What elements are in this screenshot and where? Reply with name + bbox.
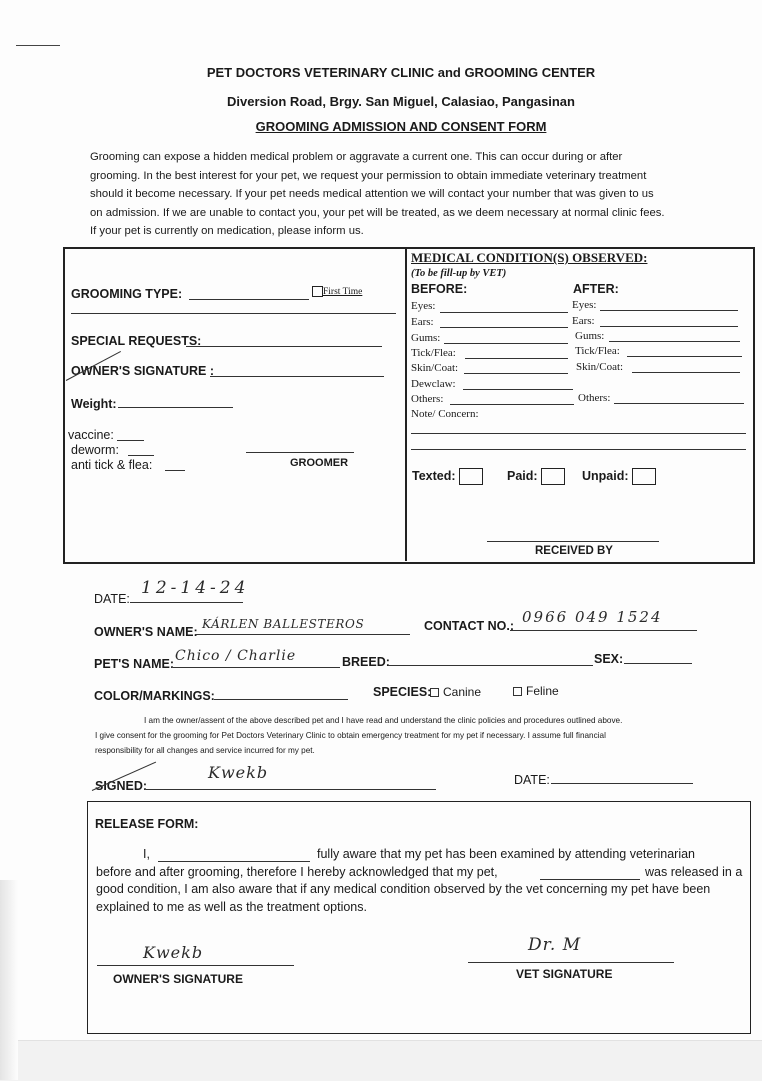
after-ears-field[interactable] — [600, 326, 738, 327]
before-dewclaw-label: Dewclaw: — [411, 378, 456, 390]
before-eyes-label: Eyes: — [411, 300, 436, 312]
before-ears-label: Ears: — [411, 316, 434, 328]
texted-text: Texted: — [412, 468, 456, 483]
after-gums-field[interactable] — [609, 341, 740, 342]
texted-label — [412, 468, 483, 485]
release-text: fully aware that my pet has been examined by attending veterinarian — [317, 847, 696, 861]
release-i: I, — [143, 847, 150, 861]
before-others-field[interactable] — [450, 404, 574, 405]
intro-line: should it become necessary. If your pet needs medical attention we will contact your number that was given to us — [90, 188, 654, 201]
release-box — [87, 801, 751, 1034]
species-label: SPECIES: — [373, 685, 432, 699]
consent-date-label: DATE: — [514, 773, 550, 787]
note-field-1[interactable] — [411, 433, 746, 434]
after-eyes-label: Eyes: — [572, 299, 597, 311]
after-ears-label: Ears: — [572, 315, 595, 327]
consent-line: I give consent for the grooming for Pet Doctors Veterinary Clinic to obtain emergency treatment for my pet if necessary. I assume full financial — [95, 731, 606, 740]
before-ears-field[interactable] — [440, 327, 568, 328]
after-gums-label: Gums: — [575, 330, 605, 342]
after-others-field[interactable] — [614, 403, 744, 404]
medical-title: MEDICAL CONDITION(S) OBSERVED: — [411, 250, 648, 265]
owners-signature-label: OWNER'S SIGNATURE : — [71, 364, 215, 378]
received-by-label: RECEIVED BY — [535, 545, 613, 557]
release-pet-field[interactable] — [540, 879, 640, 880]
deworm-label: deworm: — [71, 443, 119, 457]
date-label: DATE: — [94, 592, 130, 606]
after-eyes-field[interactable] — [600, 310, 738, 311]
texted-checkbox[interactable] — [459, 468, 483, 485]
canine-checkbox[interactable] — [430, 688, 439, 697]
release-text: was released in a — [645, 864, 743, 879]
anti-tick-label: anti tick & flea: — [71, 458, 153, 472]
after-others-label: Others: — [578, 392, 611, 404]
release-paragraph — [96, 846, 746, 916]
main-box-divider — [405, 248, 407, 561]
note-label: Note/ Concern: — [411, 408, 479, 420]
vaccine-label: vaccine: — [68, 428, 114, 442]
special-requests-label: SPECIAL REQUESTS: — [71, 334, 202, 348]
signed-value: Kwekb — [208, 763, 269, 782]
grooming-type-label: GROOMING TYPE: — [71, 287, 183, 301]
paid-label — [507, 468, 565, 485]
date-field[interactable] — [130, 602, 243, 603]
page-left-edge — [0, 880, 18, 1080]
pet-name-label: PET'S NAME: — [94, 657, 175, 671]
first-time-checkbox[interactable] — [312, 286, 323, 297]
note-field-2[interactable] — [411, 449, 746, 450]
feline-checkbox[interactable] — [513, 687, 522, 696]
before-skin-field[interactable] — [464, 373, 568, 374]
release-title: RELEASE FORM: — [95, 817, 199, 831]
contact-field[interactable] — [510, 630, 697, 631]
canine-option[interactable] — [430, 685, 481, 699]
sex-label: SEX: — [594, 652, 624, 666]
feline-label: Feline — [526, 684, 559, 698]
intro-line: Grooming can expose a hidden medical problem or aggravate a current one. This can occur during or after — [90, 151, 623, 163]
weight-field[interactable] — [118, 407, 233, 408]
signed-label: SIGNED: — [95, 779, 148, 793]
sex-field[interactable] — [624, 663, 692, 664]
vet-signature-line[interactable] — [468, 962, 674, 963]
anti-tick-field[interactable] — [165, 470, 185, 471]
after-skin-field[interactable] — [632, 372, 740, 373]
groomer-label: GROOMER — [290, 457, 349, 469]
intro-line: grooming. In the best interest for your pet, we request your permission to obtain immediate veterinary treatment — [90, 169, 647, 182]
vet-signature-value: Dr. M — [528, 935, 582, 955]
date-value: 12-14-24 — [141, 578, 250, 598]
grooming-type-field-2[interactable] — [71, 313, 396, 314]
release-name-field[interactable] — [158, 861, 310, 862]
pet-name-value: Chico / Charlie — [175, 648, 297, 664]
release-line-3: good condition, I am also aware that if any medical condition observed by the vet concerning my pet have been — [96, 882, 711, 896]
intro-paragraph — [90, 148, 710, 241]
before-tick-field[interactable] — [465, 358, 568, 359]
release-line-2 — [96, 864, 746, 882]
breed-field[interactable] — [388, 665, 593, 666]
before-others-label: Others: — [411, 393, 444, 405]
after-heading: AFTER: — [573, 282, 619, 296]
pet-name-field[interactable] — [173, 667, 340, 668]
unpaid-label — [582, 468, 656, 485]
owner-name-value: KÁRLEN BALLESTEROS — [202, 617, 365, 631]
before-heading: BEFORE: — [411, 282, 468, 296]
page-bottom-edge — [0, 1040, 762, 1081]
form-title: GROOMING ADMISSION AND CONSENT FORM — [255, 119, 547, 134]
owner-name-label: OWNER'S NAME: — [94, 625, 198, 639]
intro-line: on admission. If we are unable to contact you, your pet will be treated, as we deem necessary at normal clinic fees. — [90, 206, 665, 219]
grooming-type-field[interactable] — [189, 299, 309, 300]
after-tick-field[interactable] — [627, 356, 742, 357]
contact-value: 0966 049 1524 — [522, 608, 663, 626]
signed-field[interactable] — [146, 789, 436, 790]
first-time-label: First Time — [323, 287, 363, 297]
release-line-4: explained to me as well as the treatment options. — [96, 899, 367, 914]
owner-name-field[interactable] — [195, 634, 410, 635]
consent-line: I am the owner/assent of the above described pet and I have read and understand the clinic policies and procedures outlined above. — [144, 716, 623, 725]
clinic-name: PET DOCTORS VETERINARY CLINIC and GROOMING CENTER — [206, 65, 596, 80]
contact-label: CONTACT NO.: — [424, 619, 515, 633]
color-label: COLOR/MARKINGS: — [94, 689, 215, 703]
before-gums-field[interactable] — [444, 343, 568, 344]
consent-line: responsibility for all changes and service incurred for my pet. — [95, 746, 315, 755]
after-skin-label: Skin/Coat: — [576, 361, 624, 373]
groomer-signature-line[interactable] — [246, 452, 354, 453]
before-dewclaw-field[interactable] — [463, 389, 573, 390]
owners-signature-field[interactable] — [210, 376, 384, 377]
before-tick-label: Tick/Flea: — [411, 347, 456, 359]
owner-signature-line[interactable] — [97, 965, 294, 966]
before-eyes-field[interactable] — [440, 312, 568, 313]
weight-label: Weight: — [71, 397, 117, 411]
stray-mark — [16, 45, 60, 46]
release-line-1 — [96, 846, 746, 864]
canine-label: Canine — [443, 685, 482, 699]
breed-label: BREED: — [342, 655, 390, 669]
before-gums-label: Gums: — [411, 332, 441, 344]
deworm-field[interactable] — [128, 455, 154, 456]
intro-line: If your pet is currently on medication, please inform us. — [90, 225, 364, 238]
unpaid-text: Unpaid: — [582, 468, 629, 483]
received-by-line[interactable] — [487, 541, 659, 542]
medical-subtitle: (To be fill-up by VET) — [411, 268, 507, 279]
owner-signature-label: OWNER'S SIGNATURE — [113, 972, 243, 986]
consent-paragraph — [95, 713, 715, 758]
vaccine-field[interactable] — [117, 440, 144, 441]
after-tick-label: Tick/Flea: — [575, 345, 620, 357]
special-requests-field[interactable] — [186, 346, 382, 347]
before-skin-label: Skin/Coat: — [411, 362, 459, 374]
paid-checkbox[interactable] — [541, 468, 565, 485]
unpaid-checkbox[interactable] — [632, 468, 656, 485]
release-text: before and after grooming, therefore I hereby acknowledged that my pet, — [96, 864, 498, 879]
vet-signature-label: VET SIGNATURE — [516, 967, 613, 981]
paid-text: Paid: — [507, 468, 538, 483]
color-field[interactable] — [214, 699, 348, 700]
clinic-address: Diversion Road, Brgy. San Miguel, Calasiao, Pangasinan — [227, 94, 575, 109]
consent-date-field[interactable] — [551, 783, 693, 784]
feline-option[interactable] — [513, 684, 559, 698]
owner-signature-value: Kwekb — [143, 943, 204, 962]
